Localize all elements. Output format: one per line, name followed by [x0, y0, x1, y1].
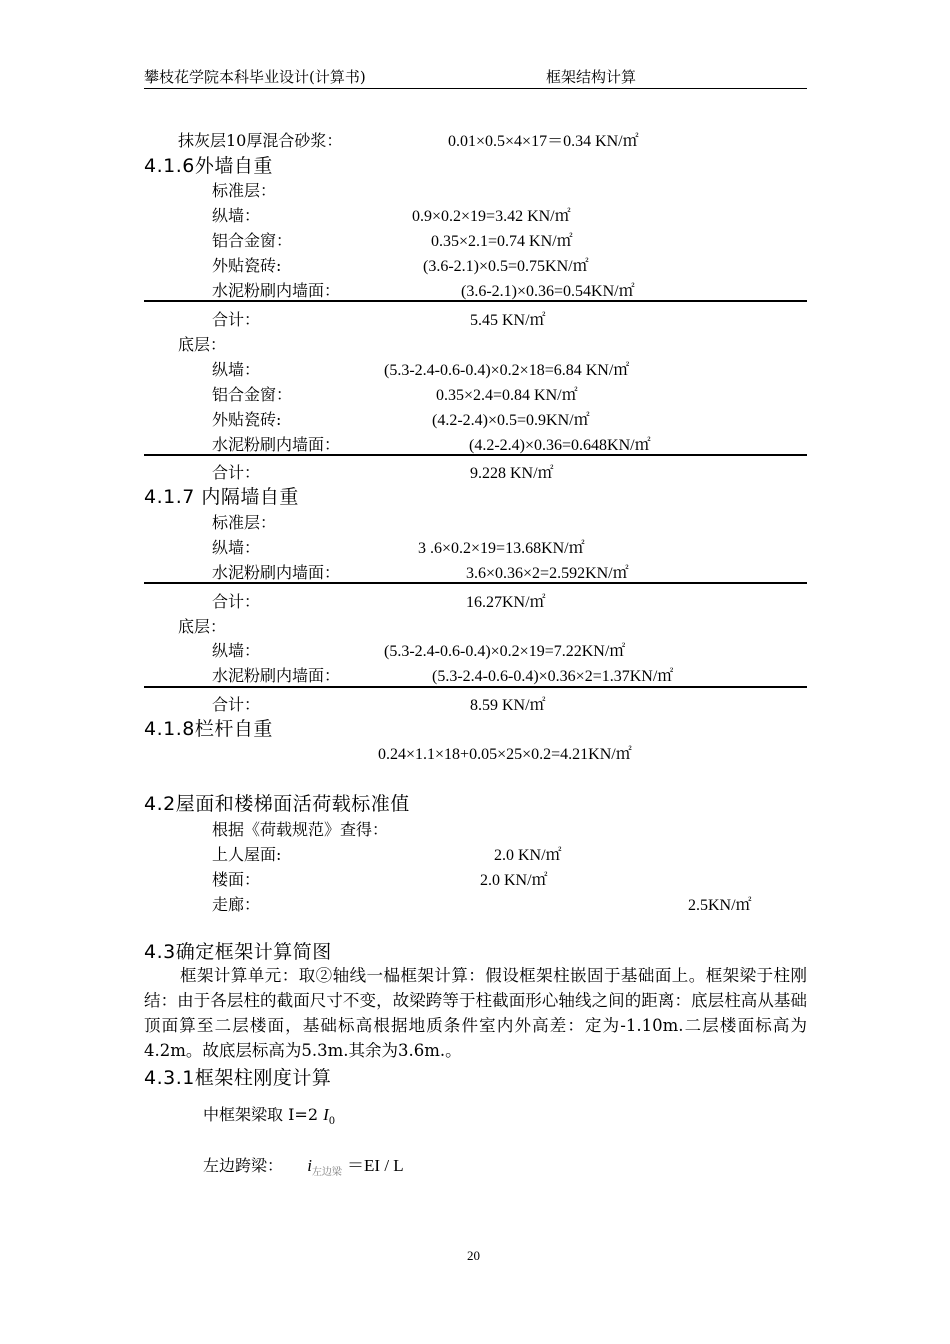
- row-label: 上人屋面:: [212, 845, 282, 864]
- frame-paragraph-text: 框架计算单元：取②轴线一榀框架计算：假设框架柱嵌固于基础面上。框架梁于柱刚结：由于各层柱的截面尺寸不变，故梁跨等于柱截面形心轴线之间的距离：底层柱高从基础顶面算至二层楼面，基础标高根据地质条件室内外高差：定为-1.10m.二层楼面标高为4.2m。故底层标高为5.3m.其余为3.6m.。: [144, 966, 807, 1060]
- row-value: 2.0 KN/㎡: [480, 872, 548, 889]
- row-label: 水泥粉刷内墙面：: [212, 435, 341, 454]
- row-label: 外贴瓷砖:: [212, 410, 282, 429]
- heading-4-3-1: 4.3.1框架柱刚度计算: [144, 1067, 332, 1089]
- stiffness-subscript: 左边梁: [311, 1167, 342, 1178]
- page-number: 20: [467, 1248, 480, 1263]
- base-floor-title: 底层：: [178, 617, 227, 636]
- total-value: 5.45 KN/㎡: [470, 312, 546, 329]
- heading-4-2: 4.2屋面和楼梯面活荷载标准值: [144, 793, 410, 815]
- base-floor-title: 底层：: [178, 335, 227, 354]
- row-value: 3.6×0.36×2=2.592KN/㎡: [466, 565, 629, 582]
- row-value: 0.35×2.4=0.84 KN/㎡: [436, 387, 578, 404]
- stiffness-equation: ＝EI / L: [347, 1156, 404, 1175]
- sum-rule: [144, 300, 807, 302]
- total-label: 合计：: [212, 592, 261, 611]
- row-label: 铝合金窗：: [212, 385, 293, 404]
- row-label: 纵墙：: [212, 538, 261, 557]
- row-value: (3.6-2.1)×0.36=0.54KN/㎡: [461, 283, 635, 300]
- total-label: 合计：: [212, 310, 261, 329]
- heading-4-3: 4.3确定框架计算简图: [144, 941, 332, 963]
- row-label: 铝合金窗：: [212, 231, 293, 250]
- row-value: (3.6-2.1)×0.5=0.75KN/㎡: [423, 258, 589, 275]
- header-right: 框架结构计算: [546, 68, 637, 86]
- total-value: 8.59 KN/㎡: [470, 697, 546, 714]
- stiffness-symbol: i: [307, 1156, 312, 1175]
- row-label: 纵墙：: [212, 641, 261, 660]
- mid-beam-text: 中框架梁取 I=2: [203, 1105, 318, 1124]
- row-label: 水泥粉刷内墙面：: [212, 281, 341, 300]
- sum-rule: [144, 454, 807, 456]
- frame-paragraph: [144, 963, 807, 1063]
- row-label: 楼面：: [212, 870, 261, 889]
- row-value: 0.35×2.1=0.74 KN/㎡: [431, 233, 573, 250]
- heading-4-1-8: 4.1.8栏杆自重: [144, 718, 273, 740]
- row-value: 0.9×0.2×19=3.42 KN/㎡: [412, 208, 571, 225]
- plaster-value: 0.01×0.5×4×17＝0.34 KN/㎡: [448, 133, 639, 150]
- row-value: 3 .6×0.2×19=13.68KN/㎡: [418, 540, 585, 557]
- sum-rule: [144, 582, 807, 584]
- std-floor-title: 标准层：: [212, 181, 277, 200]
- row-label: 水泥粉刷内墙面：: [212, 666, 341, 685]
- row-value: (5.3-2.4-0.6-0.4)×0.36×2=1.37KN/㎡: [432, 668, 674, 685]
- row-label: 水泥粉刷内墙面：: [212, 563, 341, 582]
- railing-formula: 0.24×1.1×18+0.05×25×0.2=4.21KN/㎡: [378, 746, 632, 763]
- total-label: 合计：: [212, 695, 261, 714]
- sum-rule: [144, 686, 807, 688]
- total-label: 合计：: [212, 463, 261, 482]
- row-label: 走廊：: [212, 895, 261, 914]
- row-value: 2.0 KN/㎡: [494, 847, 562, 864]
- row-value: (4.2-2.4)×0.5=0.9KN/㎡: [432, 412, 590, 429]
- row-value: (5.3-2.4-0.6-0.4)×0.2×19=7.22KN/㎡: [384, 643, 626, 660]
- heading-4-1-7: 4.1.7 内隔墙自重: [144, 486, 299, 508]
- row-label: 纵墙：: [212, 360, 261, 379]
- inertia-symbol: I: [323, 1105, 329, 1124]
- total-value: 16.27KN/㎡: [466, 594, 546, 611]
- row-value: (4.2-2.4)×0.36=0.648KN/㎡: [469, 437, 651, 454]
- row-value: 2.5KN/㎡: [688, 897, 752, 914]
- mid-beam-line: [203, 1102, 335, 1127]
- heading-4-1-6: 4.1.6外墙自重: [144, 155, 273, 177]
- header-rule: [144, 88, 807, 89]
- plaster-label: 抹灰层10厚混合砂浆：: [178, 131, 343, 150]
- left-beam-label: 左边跨梁：: [203, 1156, 284, 1175]
- inertia-subscript: 0: [328, 1116, 336, 1127]
- total-value: 9.228 KN/㎡: [470, 465, 554, 482]
- std-floor-title: 标准层：: [212, 513, 277, 532]
- row-label: 外贴瓷砖:: [212, 256, 282, 275]
- row-value: (5.3-2.4-0.6-0.4)×0.2×18=6.84 KN/㎡: [384, 362, 630, 379]
- load-intro: 根据《荷载规范》查得：: [212, 820, 389, 839]
- row-label: 纵墙：: [212, 206, 261, 225]
- header-left: 攀枝花学院本科毕业设计(计算书): [144, 68, 366, 86]
- left-beam-line: [203, 1151, 404, 1178]
